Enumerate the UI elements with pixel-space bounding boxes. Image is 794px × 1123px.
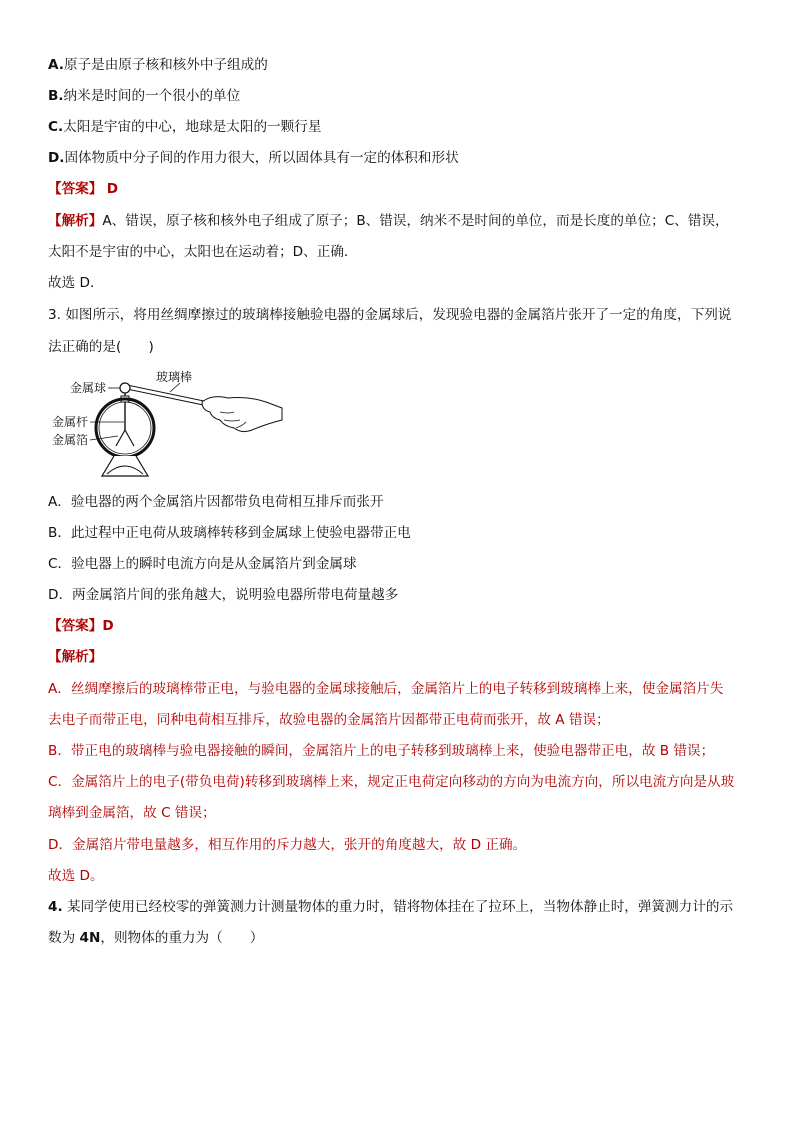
q2-answer xyxy=(48,180,754,198)
q3-option-d: D．两金属箔片间的张角越大，说明验电器所带电荷量越多 xyxy=(48,587,399,603)
q4-stem-text-1: 某同学使用已经校零的弹簧测力计测量物体的重力时，错将物体挂在了拉环上，当物体静止时，弹簧测力计的示 xyxy=(66,899,734,915)
q4-stem-line2 xyxy=(48,929,754,947)
q4-number: 4. xyxy=(48,899,63,915)
q2-option-a-text: 原子是由原子核和核外中子组成的 xyxy=(63,57,268,73)
q3-analysis-tag-text: 【解析】 xyxy=(48,649,103,665)
q3-stem-line1 xyxy=(48,306,754,324)
q4-value: 4N xyxy=(79,930,101,946)
q3-analysis-b-line: B．带正电的玻璃棒与验电器接触的瞬间，金属箔片上的电子转移到玻璃棒上来，使验电器带正电，故 B 错误； xyxy=(48,743,715,759)
q3-option-c: C．验电器上的瞬时电流方向是从金属箔片到金属球 xyxy=(48,556,357,572)
q2-option-a-letter: A. xyxy=(48,57,64,73)
electroscope-figure xyxy=(52,366,284,480)
q2-answer-value: D xyxy=(106,181,118,197)
q3-conclusion: 故选 D。 xyxy=(48,868,104,884)
q2-option-c-letter: C. xyxy=(48,119,64,135)
q2-analysis-tag: 【解析】 xyxy=(48,213,103,229)
q3-option-b: B．此过程中正电荷从玻璃棒转移到金属球上使验电器带正电 xyxy=(48,525,411,541)
q3-number: 3. xyxy=(48,307,61,323)
figure-label-ball: 金属球 xyxy=(70,381,107,395)
q2-option-c xyxy=(48,118,754,136)
q2-conclusion: 故选 D． xyxy=(48,275,104,291)
q4-stem-text-2-post: ，则物体的重力为（ ） xyxy=(100,930,264,946)
q3-analysis-c-line2: 璃棒到金属箔，故 C 错误； xyxy=(48,805,216,821)
q2-option-d-text: 固体物质中分子间的作用力很大，所以固体具有一定的体积和形状 xyxy=(64,150,459,166)
q4-stem-text-2-pre: 数为 xyxy=(48,930,80,946)
q3-analysis-a-line1: A．丝绸摩擦后的玻璃棒带正电，与验电器的金属球接触后，金属箔片上的电子转移到玻璃棒上来，使金属箔片失 xyxy=(48,681,724,697)
q3-answer xyxy=(48,617,754,635)
q3-answer-tag: 【答案】 xyxy=(48,618,103,634)
q3-answer-value: D xyxy=(102,618,114,634)
q2-option-d xyxy=(48,149,754,167)
q4-stem-line1 xyxy=(48,898,754,916)
q3-analysis-d-line: D．金属箔片带电量越多，相互作用的斥力越大，张开的角度越大，故 D 正确。 xyxy=(48,837,527,853)
q2-option-b-letter: B. xyxy=(48,88,64,104)
q2-answer-tag: 【答案】 xyxy=(48,181,103,197)
q2-analysis-line2: 太阳不是宇宙的中心，太阳也在运动着；D、正确． xyxy=(48,244,358,260)
q3-analysis-c-line1: C．金属箔片上的电子(带负电荷)转移到玻璃棒上来，规定正电荷定向移动的方向为电流方向，所以电流方向是从玻 xyxy=(48,774,735,790)
q2-analysis-line1 xyxy=(48,212,754,230)
q2-analysis-text-1: A、错误，原子核和核外电子组成了原子；B、错误，纳米不是时间的单位，而是长度的单位；C、错误， xyxy=(102,213,729,229)
q2-option-a xyxy=(48,56,754,74)
figure-label-stem: 金属杆 xyxy=(52,415,89,429)
figure-label-rod: 玻璃棒 xyxy=(156,370,193,384)
q2-option-c-text: 太阳是宇宙的中心，地球是太阳的一颗行星 xyxy=(63,119,322,135)
q2-option-b-text: 纳米是时间的一个很小的单位 xyxy=(63,88,241,104)
q3-option-a: A．验电器的两个金属箔片因都带负电荷相互排斥而张开 xyxy=(48,494,384,510)
q3-analysis-tag xyxy=(48,648,754,666)
q3-stem-text-1: 如图所示，将用丝绸摩擦过的玻璃棒接触验电器的金属球后，发现验电器的金属箔片张开了一定的角度，下列说 xyxy=(65,307,732,323)
q2-option-b xyxy=(48,87,754,105)
figure-label-foil: 金属箔 xyxy=(52,433,89,447)
q3-stem-line2: 法正确的是( ) xyxy=(48,339,154,355)
q3-analysis-a-line2: 去电子而带正电，同种电荷相互排斥，故验电器的金属箔片因都带正电荷而张开，故 A 错误； xyxy=(48,712,610,728)
q2-option-d-letter: D. xyxy=(48,150,65,166)
